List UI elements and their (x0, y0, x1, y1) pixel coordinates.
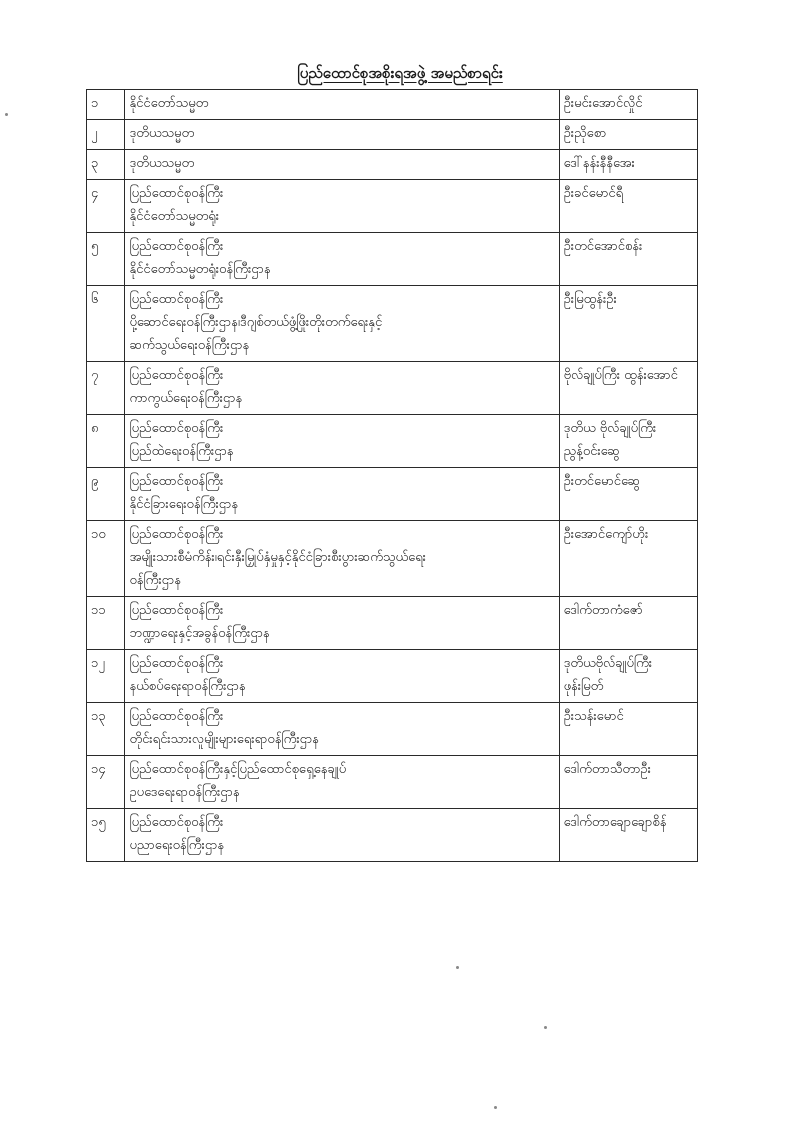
position-cell (125, 597, 559, 650)
name-line: ဦးသန်းမောင် (563, 709, 624, 724)
name-line: ဦးတင်မောင်ဆွေ (563, 474, 641, 489)
position-cell (125, 703, 559, 756)
position-line: ဒုတိယသမ္မတ (129, 126, 195, 141)
row-number: ၁၂ (87, 650, 125, 703)
position-line: နိုင်ငံတော်သမ္မတရုံးဝန်ကြီးဌာန (129, 262, 271, 277)
name-cell (559, 415, 697, 468)
position-cell (125, 150, 559, 180)
name-cell (559, 756, 697, 809)
row-number: ၁၀ (87, 521, 125, 597)
position-line: ဒုတိယသမ္မတ (129, 156, 195, 171)
row-number: ၄ (87, 180, 125, 233)
row-number: ၉ (87, 468, 125, 521)
name-line: ဦးအောင်ကျော်ဟိုး (563, 527, 649, 542)
name-line: ဒေါက်တာကံဇော် (563, 603, 643, 618)
position-cell (125, 521, 559, 597)
row-number: ၂ (87, 120, 125, 150)
position-line: ပြည်ထောင်စုဝန်ကြီး (129, 815, 224, 830)
table-row (87, 415, 698, 468)
name-cell (559, 650, 697, 703)
name-line: ဒုတိယ ဗိုလ်ချုပ်ကြီး (563, 421, 657, 436)
position-line: နိုင်ငံတော်သမ္မတရုံး (129, 209, 220, 224)
name-line: ဒေါက်တာသီတာဦး (563, 762, 651, 777)
name-cell (559, 809, 697, 862)
table-row (87, 703, 698, 756)
name-line: ဦးမင်းအောင်လှိုင် (563, 96, 643, 111)
row-number: ၁၄ (87, 756, 125, 809)
name-cell (559, 233, 697, 286)
position-line: ပြည်ထောင်စုဝန်ကြီး (129, 603, 224, 618)
scan-speck (494, 1106, 497, 1109)
table-row (87, 150, 698, 180)
name-cell (559, 286, 697, 362)
position-line: ပို့ဆောင်ရေးဝန်ကြီးဌာန၊ဒီဂျစ်တယ်ဖွံ့ဖြိုးတိုးတက်ရေးနှင့် (129, 315, 383, 330)
row-number: ၁၃ (87, 703, 125, 756)
name-line: ဒေါ်နန်းနီနီအေး (563, 156, 635, 171)
table-row (87, 286, 698, 362)
name-cell (559, 150, 697, 180)
position-line: ဘဏ္ဍာရေးနှင့်အခွန်ဝန်ကြီးဌာန (129, 626, 270, 641)
table-row (87, 233, 698, 286)
position-line: နယ်စပ်ရေးရာဝန်ကြီးဌာန (129, 679, 246, 694)
table-row (87, 756, 698, 809)
scan-speck (456, 966, 459, 969)
table-row (87, 180, 698, 233)
position-line: ဆက်သွယ်ရေးဝန်ကြီးဌာန (129, 338, 250, 353)
position-line: ပြည်ထောင်စုဝန်ကြီး (129, 292, 224, 307)
position-line: ဝန်ကြီးဌာန (129, 573, 181, 588)
position-cell (125, 90, 559, 120)
position-line: ပြည်ထဲရေးဝန်ကြီးဌာန (129, 444, 234, 459)
position-cell (125, 120, 559, 150)
position-line: ပြည်ထောင်စုဝန်ကြီး (129, 368, 224, 383)
row-number: ၁၁ (87, 597, 125, 650)
position-cell (125, 415, 559, 468)
name-cell (559, 468, 697, 521)
row-number: ၁၅ (87, 809, 125, 862)
position-line: တိုင်းရင်းသားလူမျိုးများရေးရာဝန်ကြီးဌာန (129, 732, 319, 747)
name-cell (559, 597, 697, 650)
table-row (87, 120, 698, 150)
position-line: နိုင်ငံတော်သမ္မတ (129, 96, 209, 111)
name-cell (559, 521, 697, 597)
position-line: ပြည်ထောင်စုဝန်ကြီး (129, 656, 224, 671)
table-row (87, 597, 698, 650)
scan-speck (5, 113, 8, 116)
name-cell (559, 703, 697, 756)
name-line: ဒုတိယဗိုလ်ချုပ်ကြီး (563, 656, 653, 671)
row-number: ၈ (87, 415, 125, 468)
position-line: ပြည်ထောင်စုဝန်ကြီးနှင့်ပြည်ထောင်စုရှေ့နေချုပ် (129, 762, 347, 777)
table-row (87, 468, 698, 521)
row-number: ၆ (87, 286, 125, 362)
position-cell (125, 286, 559, 362)
position-cell (125, 233, 559, 286)
name-line: ဦးတင်အောင်စန်း (563, 239, 643, 254)
row-number: ၃ (87, 150, 125, 180)
table-row (87, 650, 698, 703)
name-cell (559, 90, 697, 120)
name-cell (559, 362, 697, 415)
cabinet-list-table (86, 89, 698, 862)
position-line: ပြည်ထောင်စုဝန်ကြီး (129, 421, 224, 436)
position-cell (125, 180, 559, 233)
name-line: ဦးခင်မောင်ရီ (563, 186, 624, 201)
position-line: ပြည်ထောင်စုဝန်ကြီး (129, 474, 224, 489)
scan-speck (544, 1026, 547, 1029)
position-line: ပညာရေးဝန်ကြီးဌာန (129, 838, 225, 853)
position-line: ကာကွယ်ရေးဝန်ကြီးဌာန (129, 391, 243, 406)
page-title: ပြည်ထောင်စုအစိုးရအဖွဲ့ အမည်စာရင်း (297, 64, 503, 82)
position-line: အမျိုးသားစီမံကိန်း၊ရင်းနှီးမြှုပ်နှံမှုနှင့်နိုင်ငံခြားစီးပွားဆက်သွယ်ရေး (129, 550, 426, 565)
position-cell (125, 468, 559, 521)
position-line: ဥပဒေရေးရာဝန်ကြီးဌာန (129, 785, 240, 800)
position-cell (125, 362, 559, 415)
position-line: ပြည်ထောင်စုဝန်ကြီး (129, 186, 224, 201)
position-cell (125, 756, 559, 809)
name-cell (559, 180, 697, 233)
row-number: ၁ (87, 90, 125, 120)
table-row (87, 362, 698, 415)
position-cell (125, 809, 559, 862)
name-line: ညွန့်ဝင်းဆွေ (563, 444, 620, 459)
row-number: ၇ (87, 362, 125, 415)
name-line: ဒေါက်တာချောချောစိန် (563, 815, 667, 830)
position-line: ပြည်ထောင်စုဝန်ကြီး (129, 527, 224, 542)
name-line: ဦးညိုစော (563, 126, 607, 141)
position-line: ပြည်ထောင်စုဝန်ကြီး (129, 239, 224, 254)
name-cell (559, 120, 697, 150)
name-line: ဦးမြထွန်းဦး (563, 292, 617, 307)
position-line: ပြည်ထောင်စုဝန်ကြီး (129, 709, 224, 724)
table-row (87, 521, 698, 597)
name-line: ဗိုလ်ချုပ်ကြီး ထွန်းအောင် (563, 368, 678, 383)
position-cell (125, 650, 559, 703)
table-row (87, 809, 698, 862)
row-number: ၅ (87, 233, 125, 286)
position-line: နိုင်ငံခြားရေးဝန်ကြီးဌာန (129, 497, 239, 512)
name-line: ဖုန်းမြတ် (563, 679, 604, 694)
table-row (87, 90, 698, 120)
